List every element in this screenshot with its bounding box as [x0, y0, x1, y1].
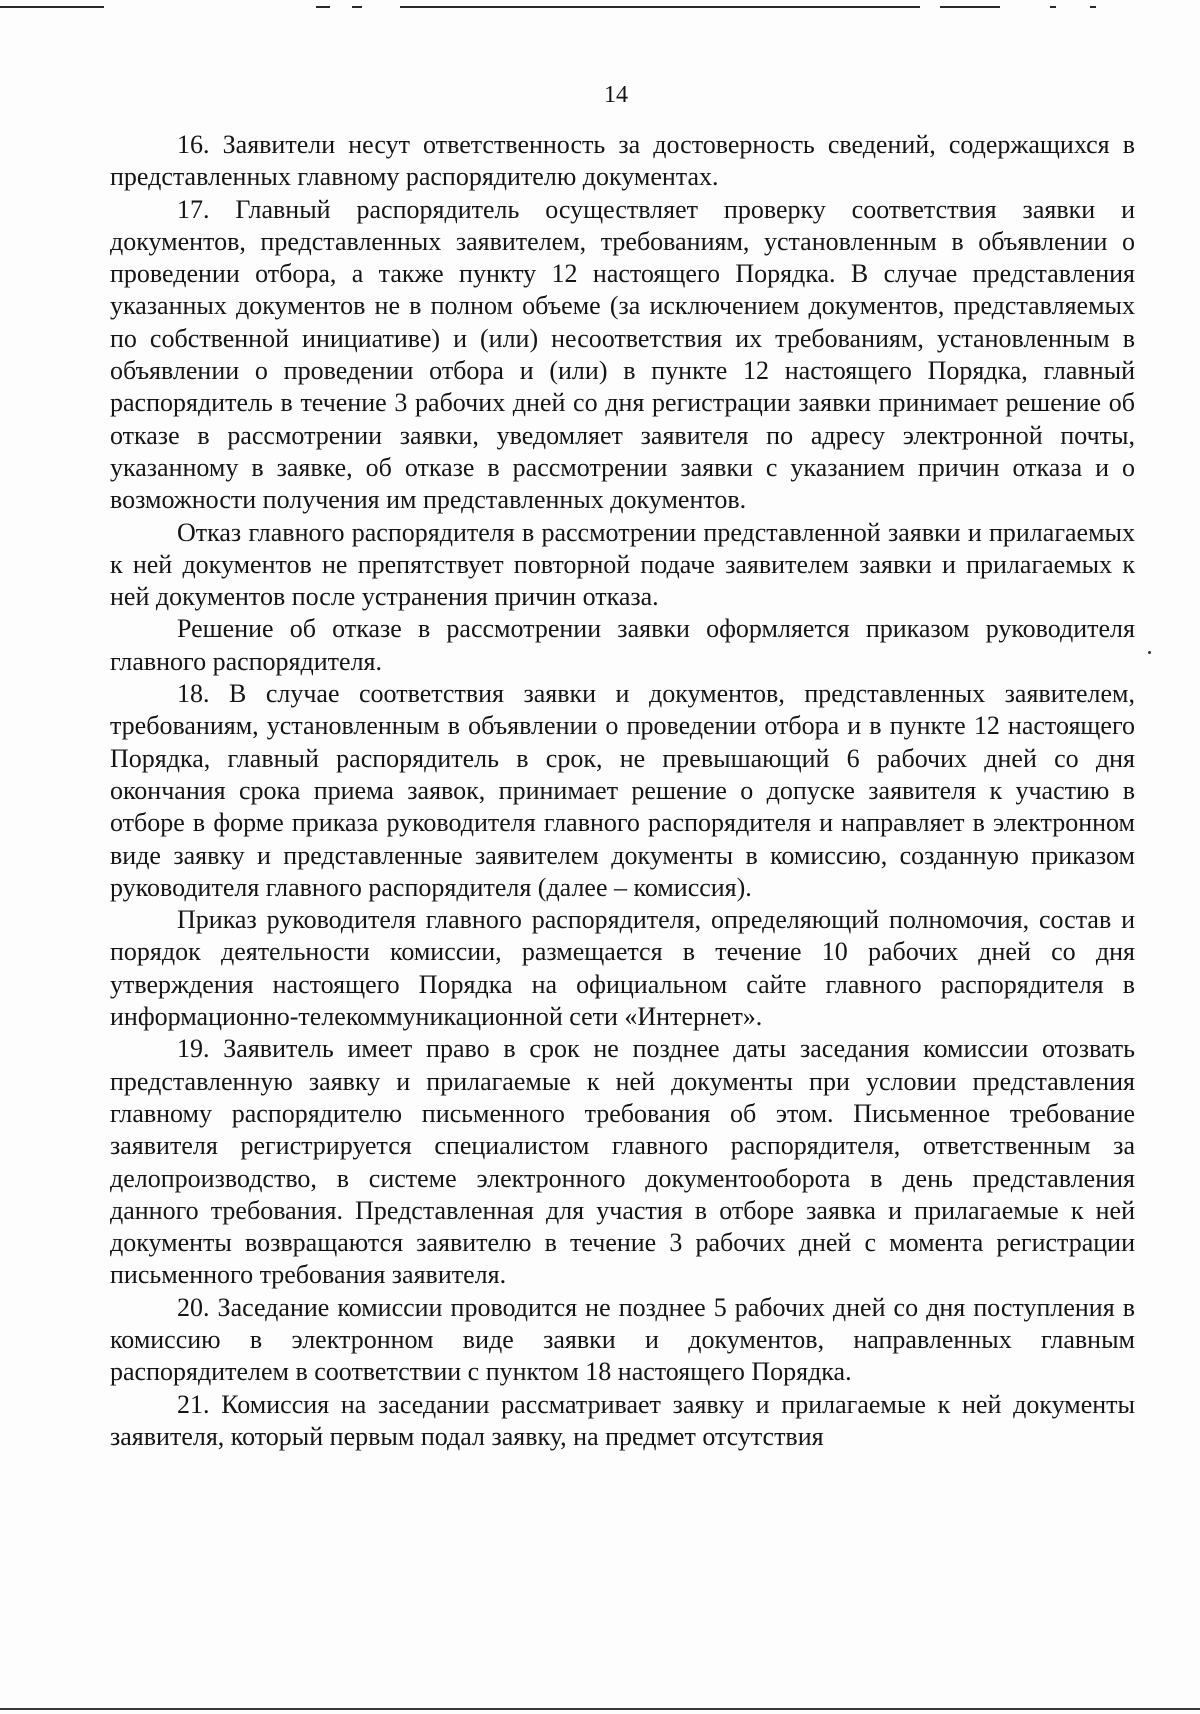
paragraph-17-refusal: Отказ главного распорядителя в рассмотрении представленной заявки и прилагаемых к ней документов не препятствует повторной подаче заявителем заявки и прилагаемых к ней документов после устранения причин отказа. — [110, 517, 1135, 612]
paragraph-16: 16. Заявители несут ответственность за достоверность сведений, содержащихся в представленных главному распорядителю документах. — [110, 130, 1135, 192]
paragraph-21: 21. Комиссия на заседании рассматривает заявку и прилагаемые к ней документы заявителя, который первым подал заявку, на предмет отсутствия — [110, 1389, 1135, 1451]
document-body — [110, 129, 1135, 1453]
scan-speck — [1148, 651, 1151, 654]
paragraph-17-decision: Решение об отказе в рассмотрении заявки оформляется приказом руководителя главного распорядителя. — [110, 614, 1135, 676]
paragraph-18-order: Приказ руководителя главного распорядителя, определяющий полномочия, состав и порядок деятельности комиссии, размещается в течение 10 рабочих дней со дня утверждения настоящего Порядка на официальном сайте главного распорядителя в информационно-телекоммуникационной сети «Интернет». — [110, 905, 1135, 1032]
scan-edge-top — [0, 0, 1200, 14]
paragraph-17: 17. Главный распорядитель осуществляет проверку соответствия заявки и документов, представленных заявителем, требованиям, установленным в объявлении о проведении отбора, а также пункту 12 настоящего Порядка. В случае представления указанных документов не в полном объеме (за исключением документов, представляемых по собственной инициативе) и (или) несоответствия их требованиям, установленным в объявлении о проведении отбора и (или) в пункте 12 настоящего Порядка, главный распорядитель в течение 3 рабочих дней со дня регистрации заявки принимает решение об отказе в рассмотрении заявки, уведомляет заявителя по адресу электронной почты, указанному в заявке, об отказе в рассмотрении заявки с указанием причин отказа и о возможности получения им представленных документов. — [110, 194, 1135, 515]
paragraph-19: 19. Заявитель имеет право в срок не позднее даты заседания комиссии отозвать представленную заявку и прилагаемые к ней документы при условии представления главному распорядителю письменного требования об этом. Письменное требование заявителя регистрируется специалистом главного распорядителя, ответственным за делопроизводство, в системе электронного документооборота в день представления данного требования. Представленная для участия в отборе заявка и прилагаемые к ней документы возвращаются заявителю в течение 3 рабочих дней с момента регистрации письменного требования заявителя. — [110, 1034, 1135, 1290]
scan-edge-bottom — [0, 1708, 1200, 1710]
paragraph-18: 18. В случае соответствия заявки и документов, представленных заявителем, требованиям, установленным в объявлении о проведении отбора и в пункте 12 настоящего Порядка, главный распорядитель в срок, не превышающий 6 рабочих дней со дня окончания срока приема заявок, принимает решение о допуске заявителя к участию в отборе в форме приказа руководителя главного распорядителя и направляет в электронном виде заявку и представленные заявителем документы в комиссию, созданную приказом руководителя главного распорядителя (далее – комиссия). — [110, 679, 1135, 902]
page-number: 14 — [604, 82, 628, 108]
paragraph-20: 20. Заседание комиссии проводится не позднее 5 рабочих дней со дня поступления в комиссию в электронном виде заявки и документов, направленных главным распорядителем в соответствии с пунктом 18 настоящего Порядка. — [110, 1292, 1135, 1387]
